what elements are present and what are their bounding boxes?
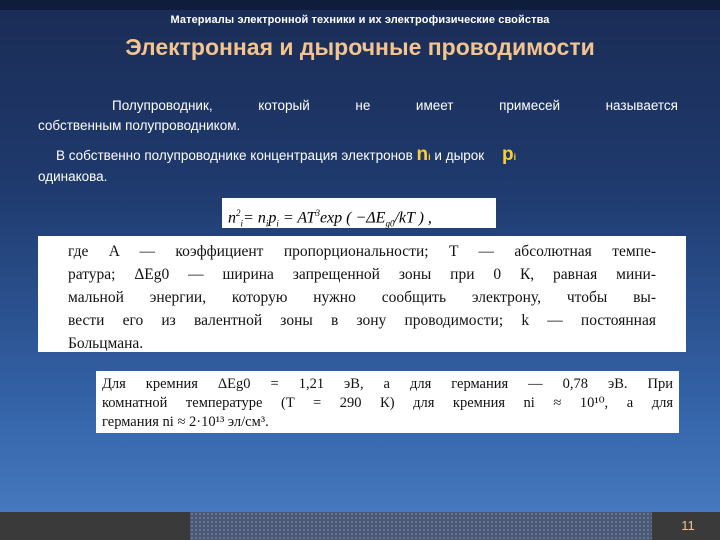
explanation-line: мальной энергии, которую нужно сообщить электрону, чтобы вы- xyxy=(68,289,656,306)
symbol-n: n xyxy=(416,144,429,165)
formula-part: = n xyxy=(243,209,266,227)
symbol-sub-i: i xyxy=(428,152,431,162)
formula-part: i xyxy=(276,218,279,229)
formula-box xyxy=(222,198,496,228)
formula-part: i xyxy=(240,218,244,229)
formula-part: 3 xyxy=(315,208,320,218)
paragraph-text: В собственно полупроводнике концентрация электронов xyxy=(56,148,413,163)
formula-part: 2 xyxy=(236,208,241,218)
paragraph-and: и дырок xyxy=(434,148,488,163)
explanation-box xyxy=(38,236,686,352)
paragraph-line: собственным полупроводником. xyxy=(38,118,241,133)
symbol-sub-i: i xyxy=(513,152,517,162)
formula-part: = AT xyxy=(278,209,316,227)
values-line: комнатной температуре (T = 290 К) для кремния ni ≈ 10¹⁰, а для xyxy=(102,395,673,411)
formula-part: exp ( −ΔE xyxy=(319,209,386,227)
symbol-p: p xyxy=(501,144,514,165)
slide-title: Электронная и дырочные проводимости xyxy=(125,34,595,60)
formula-part: g0 xyxy=(385,218,395,229)
formula-part: n xyxy=(228,209,236,227)
explanation-line: ратура; ΔEg0 — ширина запрещенной зоны при 0 К, равная мини- xyxy=(68,266,656,283)
footer-pattern xyxy=(190,512,652,540)
header-bar xyxy=(0,0,720,10)
values-line: Для кремния ΔEg0 = 1,21 эВ, а для германия — 0,78 эВ. При xyxy=(102,376,673,392)
explanation-line: вести его из валентной зоны в зону проводимости; k — постоянная xyxy=(68,312,656,329)
paragraph-line: Полупроводник, который не имеет примесей называется xyxy=(112,98,678,113)
slide-subtitle: Материалы электронной техники и их электрофизические свойства xyxy=(170,14,550,26)
explanation-line: где A — коэффициент пропорциональности; T — абсолютная темпе- xyxy=(68,243,656,260)
formula-part: i xyxy=(265,218,269,229)
paragraph-concentration xyxy=(38,145,678,187)
explanation-line: Больцмана. xyxy=(68,335,144,352)
formula-part: /kT ) , xyxy=(394,209,432,227)
paragraph-intrinsic-definition xyxy=(38,96,678,136)
values-box xyxy=(96,371,679,433)
values-line: германия ni ≈ 2·10¹³ эл/см³. xyxy=(102,414,269,430)
page-number: 11 xyxy=(681,518,695,533)
formula-part: p xyxy=(268,209,277,227)
paragraph-end: одинакова. xyxy=(38,169,108,184)
